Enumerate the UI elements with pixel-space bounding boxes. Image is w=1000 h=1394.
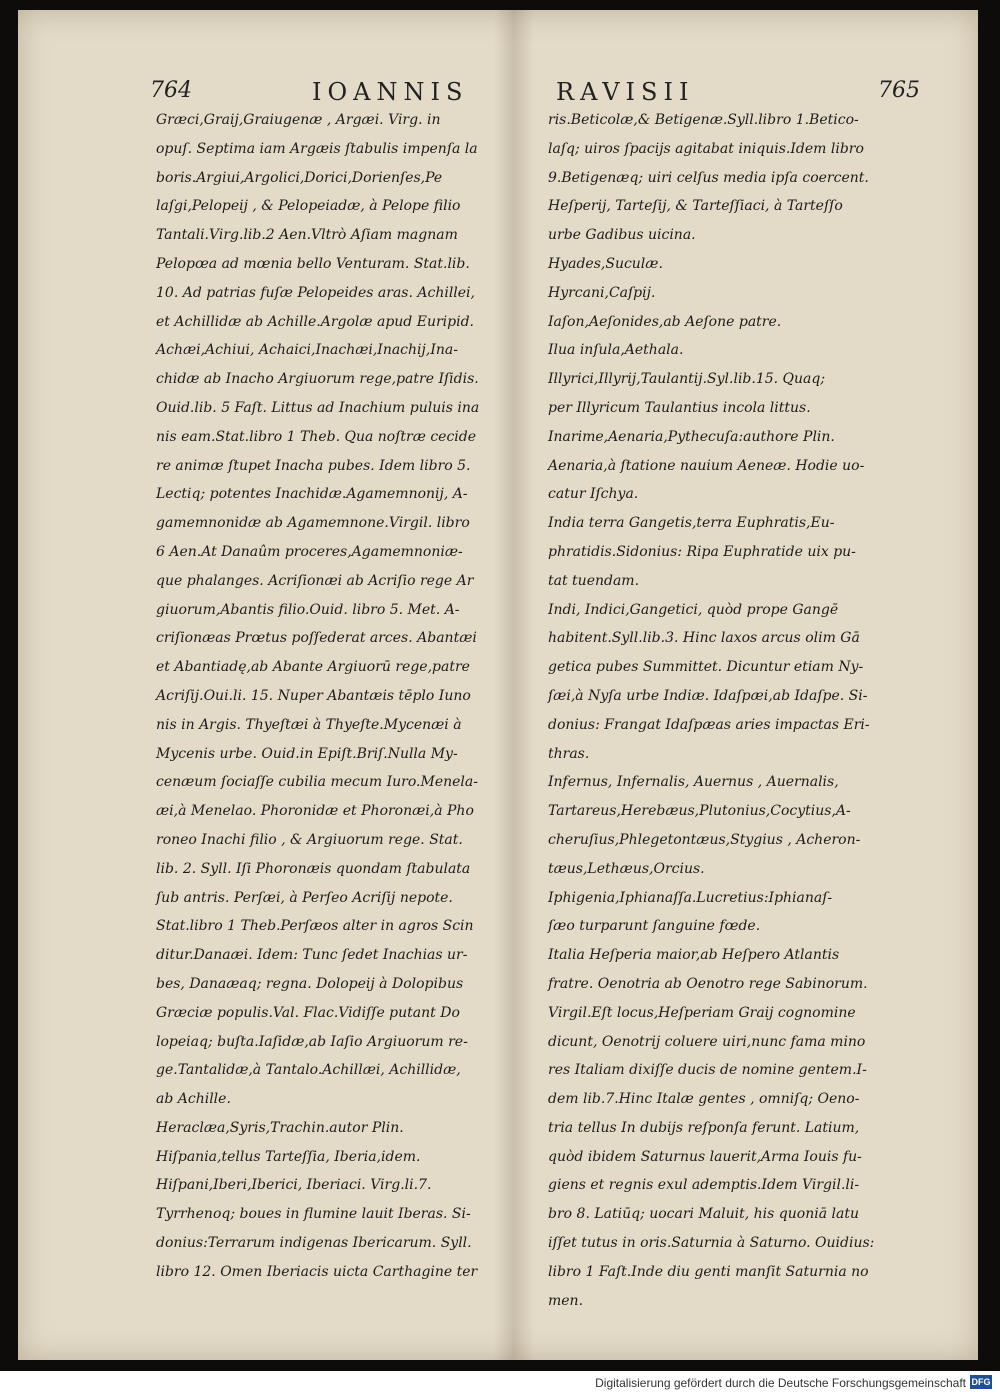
right-running-title: RAVISII [556,78,695,106]
text-line: Virgil.Eſt locus,Heſperiam Graij cognomine [548,1004,856,1021]
text-line: Infernus, Infernalis, Auernus , Auernalis, [548,774,839,791]
text-line: opuſ. Septima iam Argæis ſtabulis impenſa la [156,140,478,157]
text-line: Italia Heſperia maior,ab Heſpero Atlantis [548,947,840,964]
text-line: per Illyricum Taulantius incola littus. [548,399,811,416]
text-line: lib. 2. Syll. Iſi Phoronæis quondam ſtabulata [156,860,471,877]
text-line: dicunt, Oenotrij coluere uiri,nunc fama mino [548,1033,866,1050]
text-line: dem lib.7.Hinc Italæ gentes , omniſq; Oeno- [548,1091,860,1108]
text-line: Stat.libro 1 Theb.Perſæos alter in agros Scin [156,918,474,935]
text-line: Aenaria,à ſtatione nauium Aeneæ. Hodie uo- [548,457,865,474]
text-line: getica pubes Summittet. Dicuntur etiam Ny- [548,659,864,676]
text-line: tat tuendam. [548,572,640,589]
text-line: cheruſius,Phlegetontæus,Stygius , Acheron- [548,831,861,848]
text-line: Hyrcani,Caſpij. [548,284,656,301]
text-line: ab Achille. [156,1091,231,1108]
text-line: re animæ ſtupet Inacha pubes. Idem libro 5. [156,457,471,474]
left-running-title: IOANNIS [312,78,469,106]
text-line: et Achillidæ ab Achille.Argolæ apud Euripid. [156,313,474,330]
text-line: lopeiaq; buſta.Iaſidæ,ab Iaſio Argiuorum re- [156,1033,468,1050]
text-line: 6 Aen.At Danaûm proceres,Agamemnoniæ- [156,543,463,560]
text-line: Indi, Indici,Gangetici, quòd prope Gangē [548,601,839,618]
text-line: Heſperij, Tarteſij, & Tarteſſiaci, à Tarteſſo [548,198,843,215]
text-line: cenæum ſociaſſe cubilia mecum Iuro.Menela- [156,774,478,791]
text-line: chidæ ab Inacho Argiuorum rege,patre Iſidis. [156,371,479,388]
text-line: Hyades,Suculæ. [548,255,663,272]
text-line: res Italiam dixiſſe ducis de nomine gentem.I- [548,1062,867,1079]
text-line: roneo Inachi filio , & Argiuorum rege. Stat. [156,831,463,848]
text-line: fratre. Oenotria ab Oenotro rege Sabinorum. [548,975,868,992]
text-line: urbe Gadibus uicina. [548,227,696,244]
text-line: iſſet tutus in oris.Saturnia à Saturno. Ouidius: [548,1235,875,1252]
digitization-footer [0,1371,1000,1394]
right-page-number: 765 [878,78,920,103]
text-line: Heraclæa,Syris,Trachin.autor Plin. [156,1119,404,1136]
text-line: donius:Terrarum indigenas Ibericarum. Syll. [156,1235,472,1252]
left-page-text [156,106,536,1287]
text-line: habitent.Syll.lib.3. Hinc laxos arcus olim Gā [548,630,860,647]
text-line: Illyrici,Illyrij,Taulantij.Syl.lib.15. Quaq; [548,371,826,388]
text-line: laſgi,Pelopeij , & Pelopeiadæ, à Pelope filio [156,198,461,215]
text-line: ſub antris. Perſæi, à Perſeo Acriſij nepote. [156,889,453,906]
text-line: Hiſpani,Iberi,Iberici, Iberiaci. Virg.li.7. [156,1177,432,1194]
text-line: bro 8. Latiūq; uocari Maluit, his quoniā latu [548,1206,859,1223]
text-line: Tyrrhenoq; boues in flumine lauit Iberas. Si- [156,1206,471,1223]
right-page-text [548,106,928,1315]
text-line: libro 12. Omen Iberiacis uicta Carthagine ter [156,1263,478,1280]
text-line: gamemnonidæ ab Agamemnone.Virgil. libro [156,515,470,532]
text-line: giuorum,Abantis filio.Ouid. libro 5. Met. A- [156,601,460,618]
text-line: Inarime,Aenaria,Pythecuſa:authore Plin. [548,428,835,445]
text-line: Tartareus,Herebæus,Plutonius,Cocytius,A- [548,803,851,820]
text-line: et Abantiadę,ab Abante Argiuorū rege,patre [156,659,470,676]
text-line: Ilua inſula,Aethala. [548,342,684,359]
text-line: nis eam.Stat.libro 1 Theb. Qua noſtræ cecide [156,428,477,445]
text-line: phratidis.Sidonius: Ripa Euphratide uix pu- [548,543,856,560]
left-page-number: 764 [150,78,192,103]
text-line: Lectiq; potentes Inachidæ.Agamemnonij, A- [156,486,468,503]
text-line: ge.Tantalidæ,à Tantalo.Achillæi, Achillidæ, [156,1062,461,1079]
text-line: Mycenis urbe. Ouid.in Epiſt.Briſ.Nulla My- [156,745,458,762]
text-line: ſæo turparunt ſanguine fœde. [548,918,761,935]
text-line: Achæi,Achiui, Achaici,Inachæi,Inachij,Ina- [156,342,458,359]
dfg-logo: DFG [971,1377,991,1387]
text-line: Tantali.Virg.lib.2 Aen.Vltrò Aſiam magnam [156,227,458,244]
text-line: tria tellus In dubijs reſponſa ferunt. Latium, [548,1119,860,1136]
footer-credit: Digitalisierung gefördert durch die Deutsche Forschungsgemeinschaft [595,1376,966,1390]
text-line: 10. Ad patrias fuſæ Pelopeides aras. Achillei, [156,284,475,301]
text-line: giens et regnis exul ademptis.Idem Virgil.li- [548,1177,860,1194]
text-line: Acriſij.Oui.li. 15. Nuper Abantæis tēplo Iuno [156,687,471,704]
text-line: libro 1 Faſt.Inde diu genti manſit Saturnia no [548,1263,869,1280]
text-line: India terra Gangetis,terra Euphratis,Eu- [548,515,835,532]
text-line: que phalanges. Acriſionæi ab Acriſio rege Ar [156,572,474,589]
text-line: Iaſon,Aeſonides,ab Aeſone patre. [548,313,782,330]
text-line: 9.Betigenæq; uiri celſus media ipſa coercent. [548,169,869,186]
text-line: ditur.Danaæi. Idem: Tunc ſedet Inachias ur- [156,947,468,964]
text-line: Pelopœa ad mœnia bello Venturam. Stat.lib. [156,255,470,272]
text-line: ris.Beticolæ,& Betigenæ.Syll.libro 1.Betico- [548,112,859,128]
text-line: Ouid.lib. 5 Faſt. Littus ad Inachium puluis ina [156,399,480,416]
text-line: quòd ibidem Saturnus lauerit,Arma Iouis fu- [548,1148,862,1165]
text-line: catur Iſchya. [548,486,639,503]
text-line: æi,à Menelao. Phoronidæ et Phoronæi,à Pho [156,803,474,820]
text-line: thras. [548,745,590,762]
text-line: laſq; uiros ſpacijs agitabat iniquis.Idem libro [548,140,864,157]
text-line: nis in Argis. Thyeſtæi à Thyeſte.Mycenæi à [156,716,462,733]
text-line: boris.Argiui,Argolici,Dorici,Dorienſes,Pe [156,169,443,186]
text-line: men. [548,1292,584,1309]
text-line: bes, Danaæaq; regna. Dolopeij à Dolopibus [156,975,464,992]
text-line: Iphigenia,Iphianaſſa.Lucretius:Iphianaſ- [548,889,833,906]
text-line: Græciæ populis.Val. Flac.Vidiſſe putant Do [156,1004,460,1021]
text-line: criſionæas Prœtus poſſederat arces. Abantæi [156,630,477,647]
text-line: tæus,Lethæus,Orcius. [548,860,705,877]
text-line: ſæi,à Nyſa urbe Indiæ. Idaſpæi,ab Idaſpe. Si- [548,687,868,704]
text-line: donius: Frangat Idaſpæas aries impactas Eri- [548,716,870,733]
text-line: Hiſpania,tellus Tarteſſia, Iberia,idem. [156,1148,421,1165]
text-line: Græci,Graij,Graiugenæ , Argæi. Virg. in [156,112,441,128]
